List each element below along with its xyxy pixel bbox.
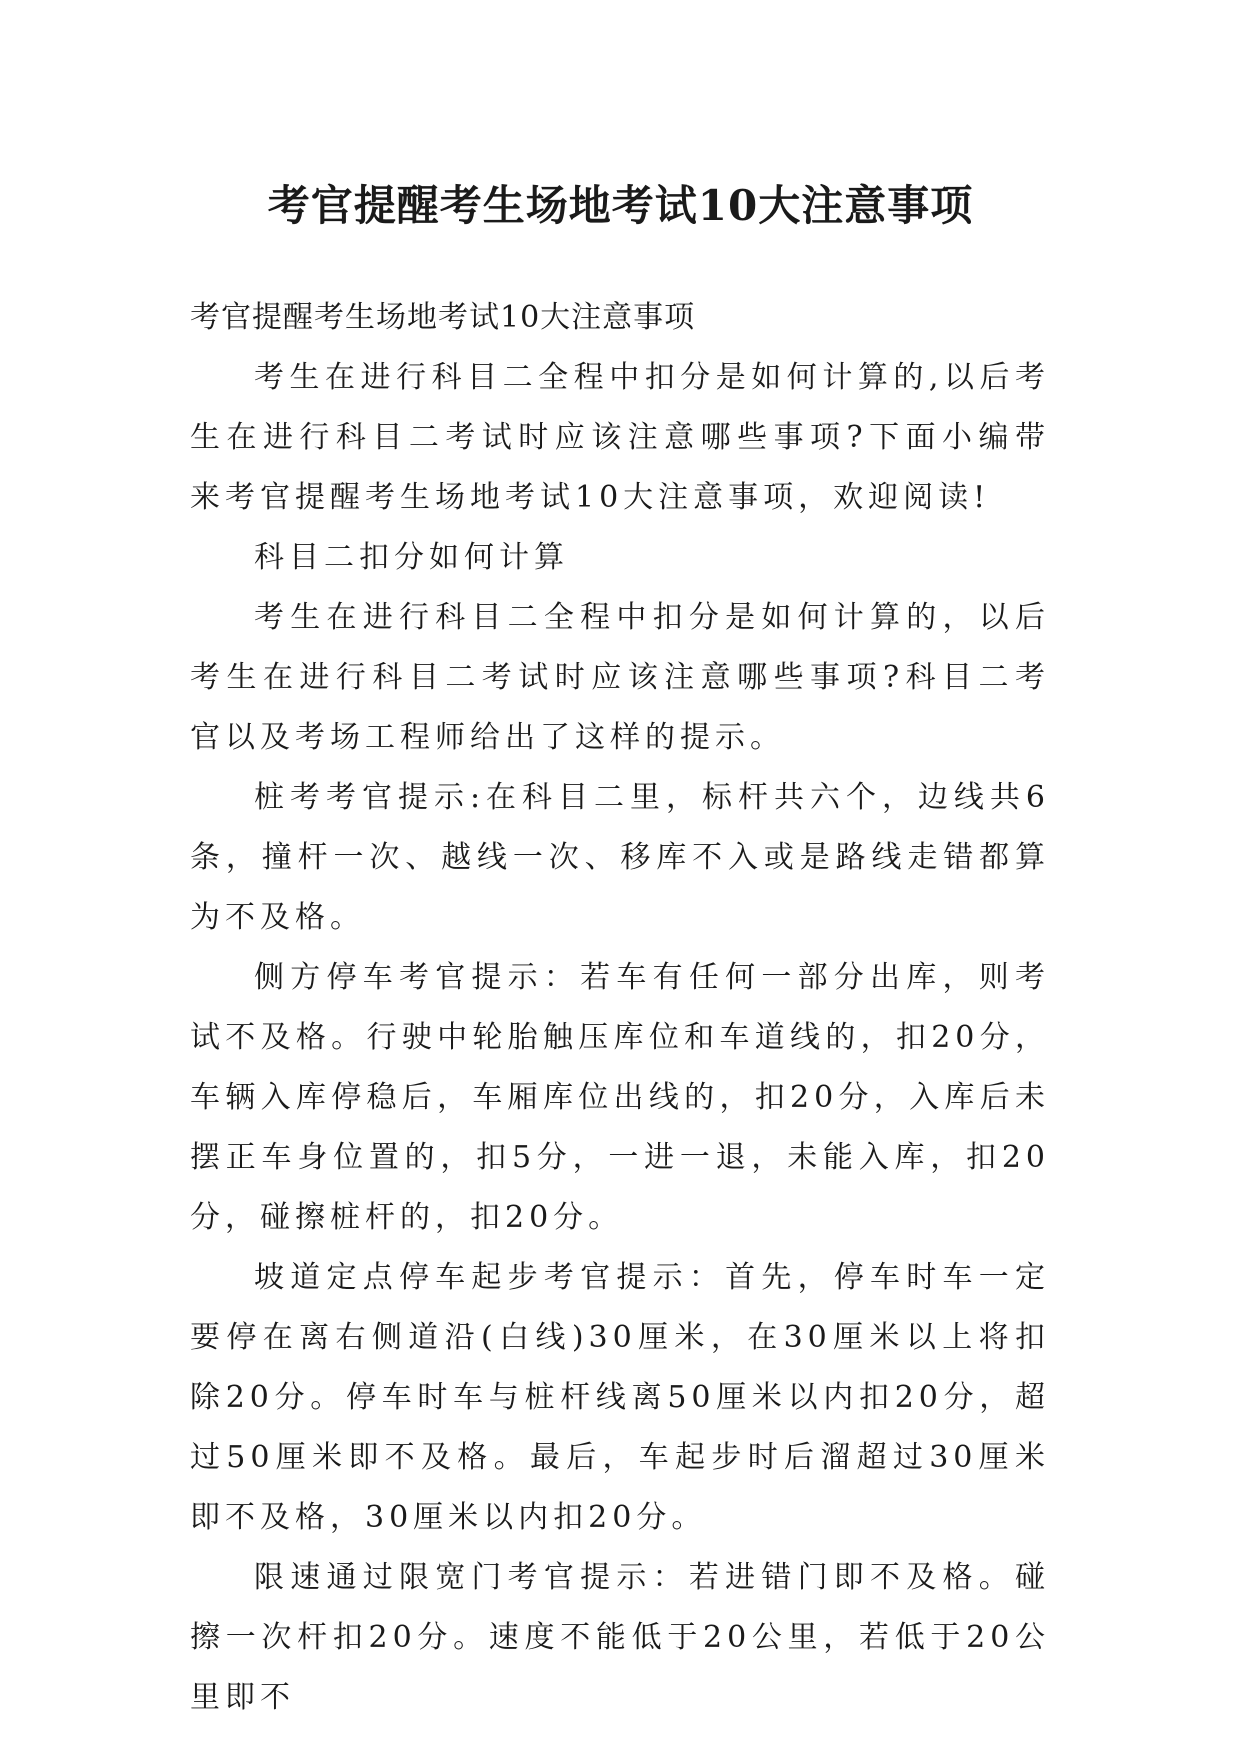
paragraph-intro: 考生在进行科目二全程中扣分是如何计算的,以后考生在进行科目二考试时应该注意哪些事项?下面小编带来考官提醒考生场地考试10大注意事项，欢迎阅读! bbox=[190, 360, 1050, 515]
paragraph-slope-start: 坡道定点停车起步考官提示：首先，停车时车一定要停在离右侧道沿(白线)30厘米，在30厘米以上将扣除20分。停车时车与桩杆线离50厘米以内扣20分，超过50厘米即不及格。最后，车起步时后溜超过30厘米即不及格，30厘米以内扣20分。 bbox=[190, 1260, 1050, 1535]
section-heading-deduction: 科目二扣分如何计算 bbox=[254, 540, 569, 575]
paragraph-pile-test: 桩考考官提示:在科目二里，标杆共六个，边线共6条，撞杆一次、越线一次、移库不入或是路线走错都算为不及格。 bbox=[190, 780, 1050, 935]
document-body bbox=[190, 288, 1050, 1728]
paragraph-side-parking: 侧方停车考官提示：若车有任何一部分出库，则考试不及格。行驶中轮胎触压库位和车道线的，扣20分，车辆入库停稳后，车厢库位出线的，扣20分，入库后未摆正车身位置的，扣5分，一进一退，未能入库，扣20分，碰擦桩杆的，扣20分。 bbox=[190, 960, 1050, 1235]
page-title: 考官提醒考生场地考试10大注意事项 bbox=[267, 181, 974, 231]
paragraph-width-gate: 限速通过限宽门考官提示：若进错门即不及格。碰擦一次杆扣20分。速度不能低于20公里，若低于20公里即不 bbox=[190, 1560, 1050, 1715]
document-subtitle: 考官提醒考生场地考试10大注意事项 bbox=[190, 300, 696, 335]
paragraph-deduction-intro: 考生在进行科目二全程中扣分是如何计算的，以后考生在进行科目二考试时应该注意哪些事项?科目二考官以及考场工程师给出了这样的提示。 bbox=[190, 600, 1050, 755]
